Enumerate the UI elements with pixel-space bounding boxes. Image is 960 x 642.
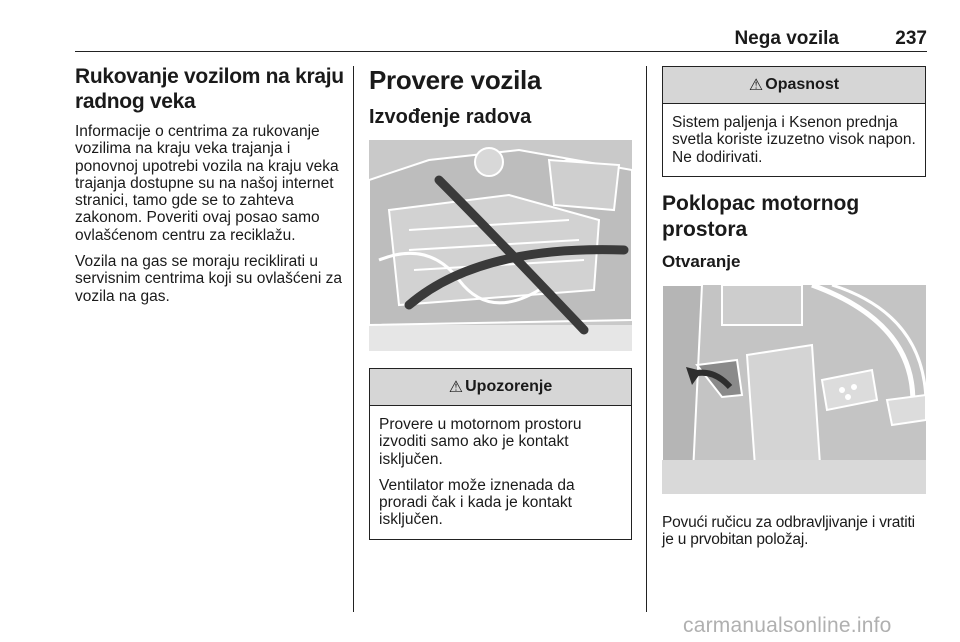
warning-paragraph-2: Ventilator može iznenada da proradi čak i kada je kontakt isključen. — [379, 476, 575, 529]
danger-label: Opasnost — [765, 76, 840, 93]
warning-triangle-icon: ⚠ — [448, 379, 464, 396]
danger-text: Sistem paljenja i Ksenon prednja svetla koriste izuzetno visok napon. Ne dodirivati. — [672, 114, 916, 166]
danger-box-header — [663, 67, 925, 104]
end-of-life-paragraph-1: Informacije o centrima za rukovanje vozilima na kraju veka trajanja i ponovnoj upotrebi vozila na kraju veka trajanja dostupne su na našoj internet stranici, tamo gde se to zahteva zakonom. Poveriti ovaj posao samo ovlašćenom centru za reciklažu. — [75, 123, 339, 244]
warning-box — [369, 368, 632, 540]
page-header — [75, 26, 927, 52]
section-title: Nega vozila — [734, 28, 839, 49]
column-divider-right — [646, 66, 647, 612]
warning-box-header — [370, 369, 631, 406]
watermark: carmanualsonline.info — [683, 614, 892, 637]
warning-label: Upozorenje — [465, 378, 553, 395]
danger-box — [662, 66, 926, 177]
warning-paragraph-1: Provere u motornom prostoru izvoditi samo ako je kontakt isključen. — [379, 416, 582, 468]
engine-bay-drawing — [369, 140, 632, 351]
column-vehicle-checks — [369, 64, 632, 540]
vehicle-checks-heading: Provere vozila — [369, 65, 542, 95]
performing-work-heading: Izvođenje radova — [369, 106, 532, 128]
danger-box-body — [663, 104, 925, 176]
column-end-of-life — [75, 64, 345, 305]
column-divider-left — [353, 66, 354, 612]
warning-triangle-icon: ⚠ — [748, 77, 764, 94]
column-bonnet — [662, 64, 926, 548]
page-number: 237 — [895, 28, 927, 49]
end-of-life-heading: Rukovanje vozilom na kraju radnog veka — [75, 65, 344, 113]
bonnet-heading: Poklopac motornog prostora — [662, 191, 860, 241]
warning-box-body — [370, 406, 631, 539]
release-lever-illustration — [662, 285, 926, 494]
release-lever-drawing — [662, 285, 926, 494]
engine-bay-illustration — [369, 140, 632, 351]
end-of-life-paragraph-2: Vozila na gas se moraju reciklirati u servisnim centrima koji su ovlašćeni za vozila na gas. — [75, 253, 343, 305]
release-lever-caption: Povući ručicu za odbravljivanje i vratiti je u prvobitan položaj. — [662, 513, 915, 549]
opening-heading: Otvaranje — [662, 251, 741, 271]
